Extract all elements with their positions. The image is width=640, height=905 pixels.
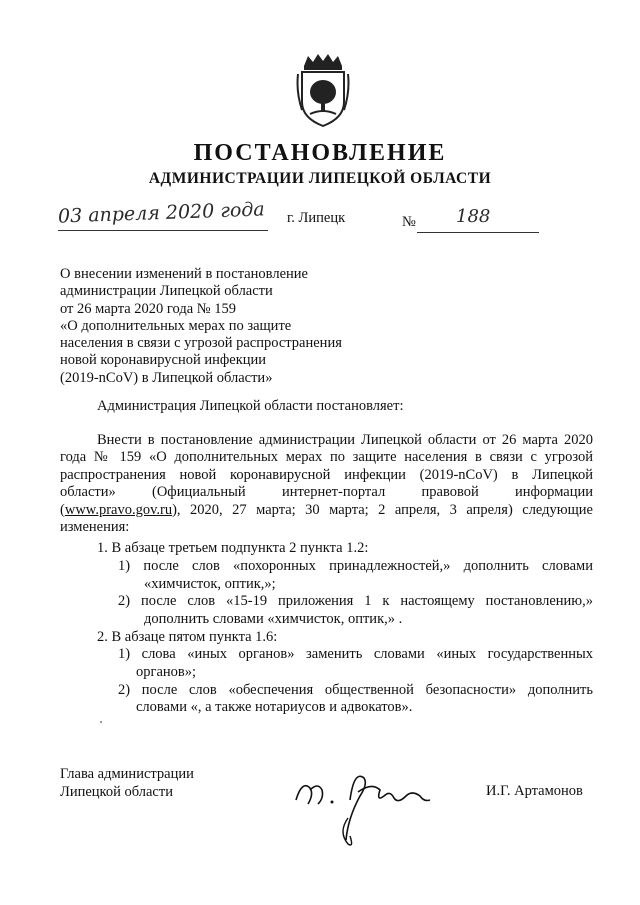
body-paragraph xyxy=(60,432,593,536)
item-2-1-line-b: органов»; xyxy=(136,664,197,680)
body-line: Внести в постановление администрации Липецкой области от 26 марта 2020 xyxy=(97,432,593,448)
subject-line: населения в связи с угрозой распространения xyxy=(60,335,342,352)
subject-line: «О дополнительных мерах по защите xyxy=(60,317,292,334)
url-tail: ), 2020, 27 марта; 30 марта; 2 апреля, 3 апреля) следующие xyxy=(172,501,593,518)
body-line: изменения: xyxy=(60,518,130,535)
document-subtitle: АДМИНИСТРАЦИИ ЛИПЕЦКОЙ ОБЛАСТИ xyxy=(148,170,492,187)
subject-line: О внесении изменений в постановление xyxy=(60,266,308,282)
body-line: распространения новой коронавирусной инфекции (2019-nCoV) в Липецкой xyxy=(60,466,593,483)
city: г. Липецк xyxy=(287,210,346,226)
item-1-1-line-a: 1) после слов «похоронных принадлежностей,» дополнить словами xyxy=(118,558,593,574)
handwritten-number: 188 xyxy=(456,206,491,227)
body-line-with-url xyxy=(60,502,593,519)
stray-dot xyxy=(100,721,102,723)
handwritten-date: 03 апреля 2020 года xyxy=(57,198,266,228)
pravo-link[interactable]: www.pravo.gov.ru xyxy=(64,501,173,518)
subject-line: от 26 марта 2020 года № 159 xyxy=(60,300,236,317)
position-line: Глава администрации xyxy=(60,766,194,782)
document-title: ПОСТАНОВЛЕНИЕ xyxy=(193,140,447,166)
date-underline xyxy=(58,230,268,231)
item-1-1-line-b: «химчисток, оптик,»; xyxy=(144,576,276,592)
body-line: года № 159 «О дополнительных мерах по защите населения в связи с угрозой xyxy=(60,449,593,466)
item-2: 2. В абзаце пятом пункта 1.6: xyxy=(97,629,278,645)
url-open-paren: ( xyxy=(60,501,65,518)
signatory-name: И.Г. Артамонов xyxy=(486,783,583,799)
number-underline xyxy=(417,232,539,233)
resolves-line: Администрация Липецкой области постановляет: xyxy=(97,398,404,414)
item-2-2-line-b: словами «, а также нотариусов и адвокатов». xyxy=(136,699,413,715)
item-2-1-line-a: 1) слова «иных органов» заменить словами «иных государственных xyxy=(118,646,593,662)
item-1-2-line-b: дополнить словами «химчисток, оптик,» . xyxy=(144,611,403,627)
number-label: № xyxy=(402,214,416,230)
signatory-position xyxy=(60,765,194,801)
coat-of-arms-emblem xyxy=(296,52,350,128)
subject-line: администрации Липецкой области xyxy=(60,283,273,300)
item-1-2-line-a: 2) после слов «15-19 приложения 1 к настоящему постановлению,» xyxy=(118,593,593,609)
subject-block xyxy=(60,266,400,387)
position-line: Липецкой области xyxy=(60,784,173,800)
item-1: 1. В абзаце третьем подпункта 2 пункта 1.2: xyxy=(97,540,369,556)
body-line: области» (Официальный интернет-портал правовой информации xyxy=(60,484,593,501)
item-2-2-line-a: 2) после слов «обеспечения общественной безопасности» дополнить xyxy=(118,682,593,698)
subject-line: (2019-nCoV) в Липецкой области» xyxy=(60,369,273,386)
subject-line: новой коронавирусной инфекции xyxy=(60,352,267,369)
handwritten-signature xyxy=(288,760,438,850)
